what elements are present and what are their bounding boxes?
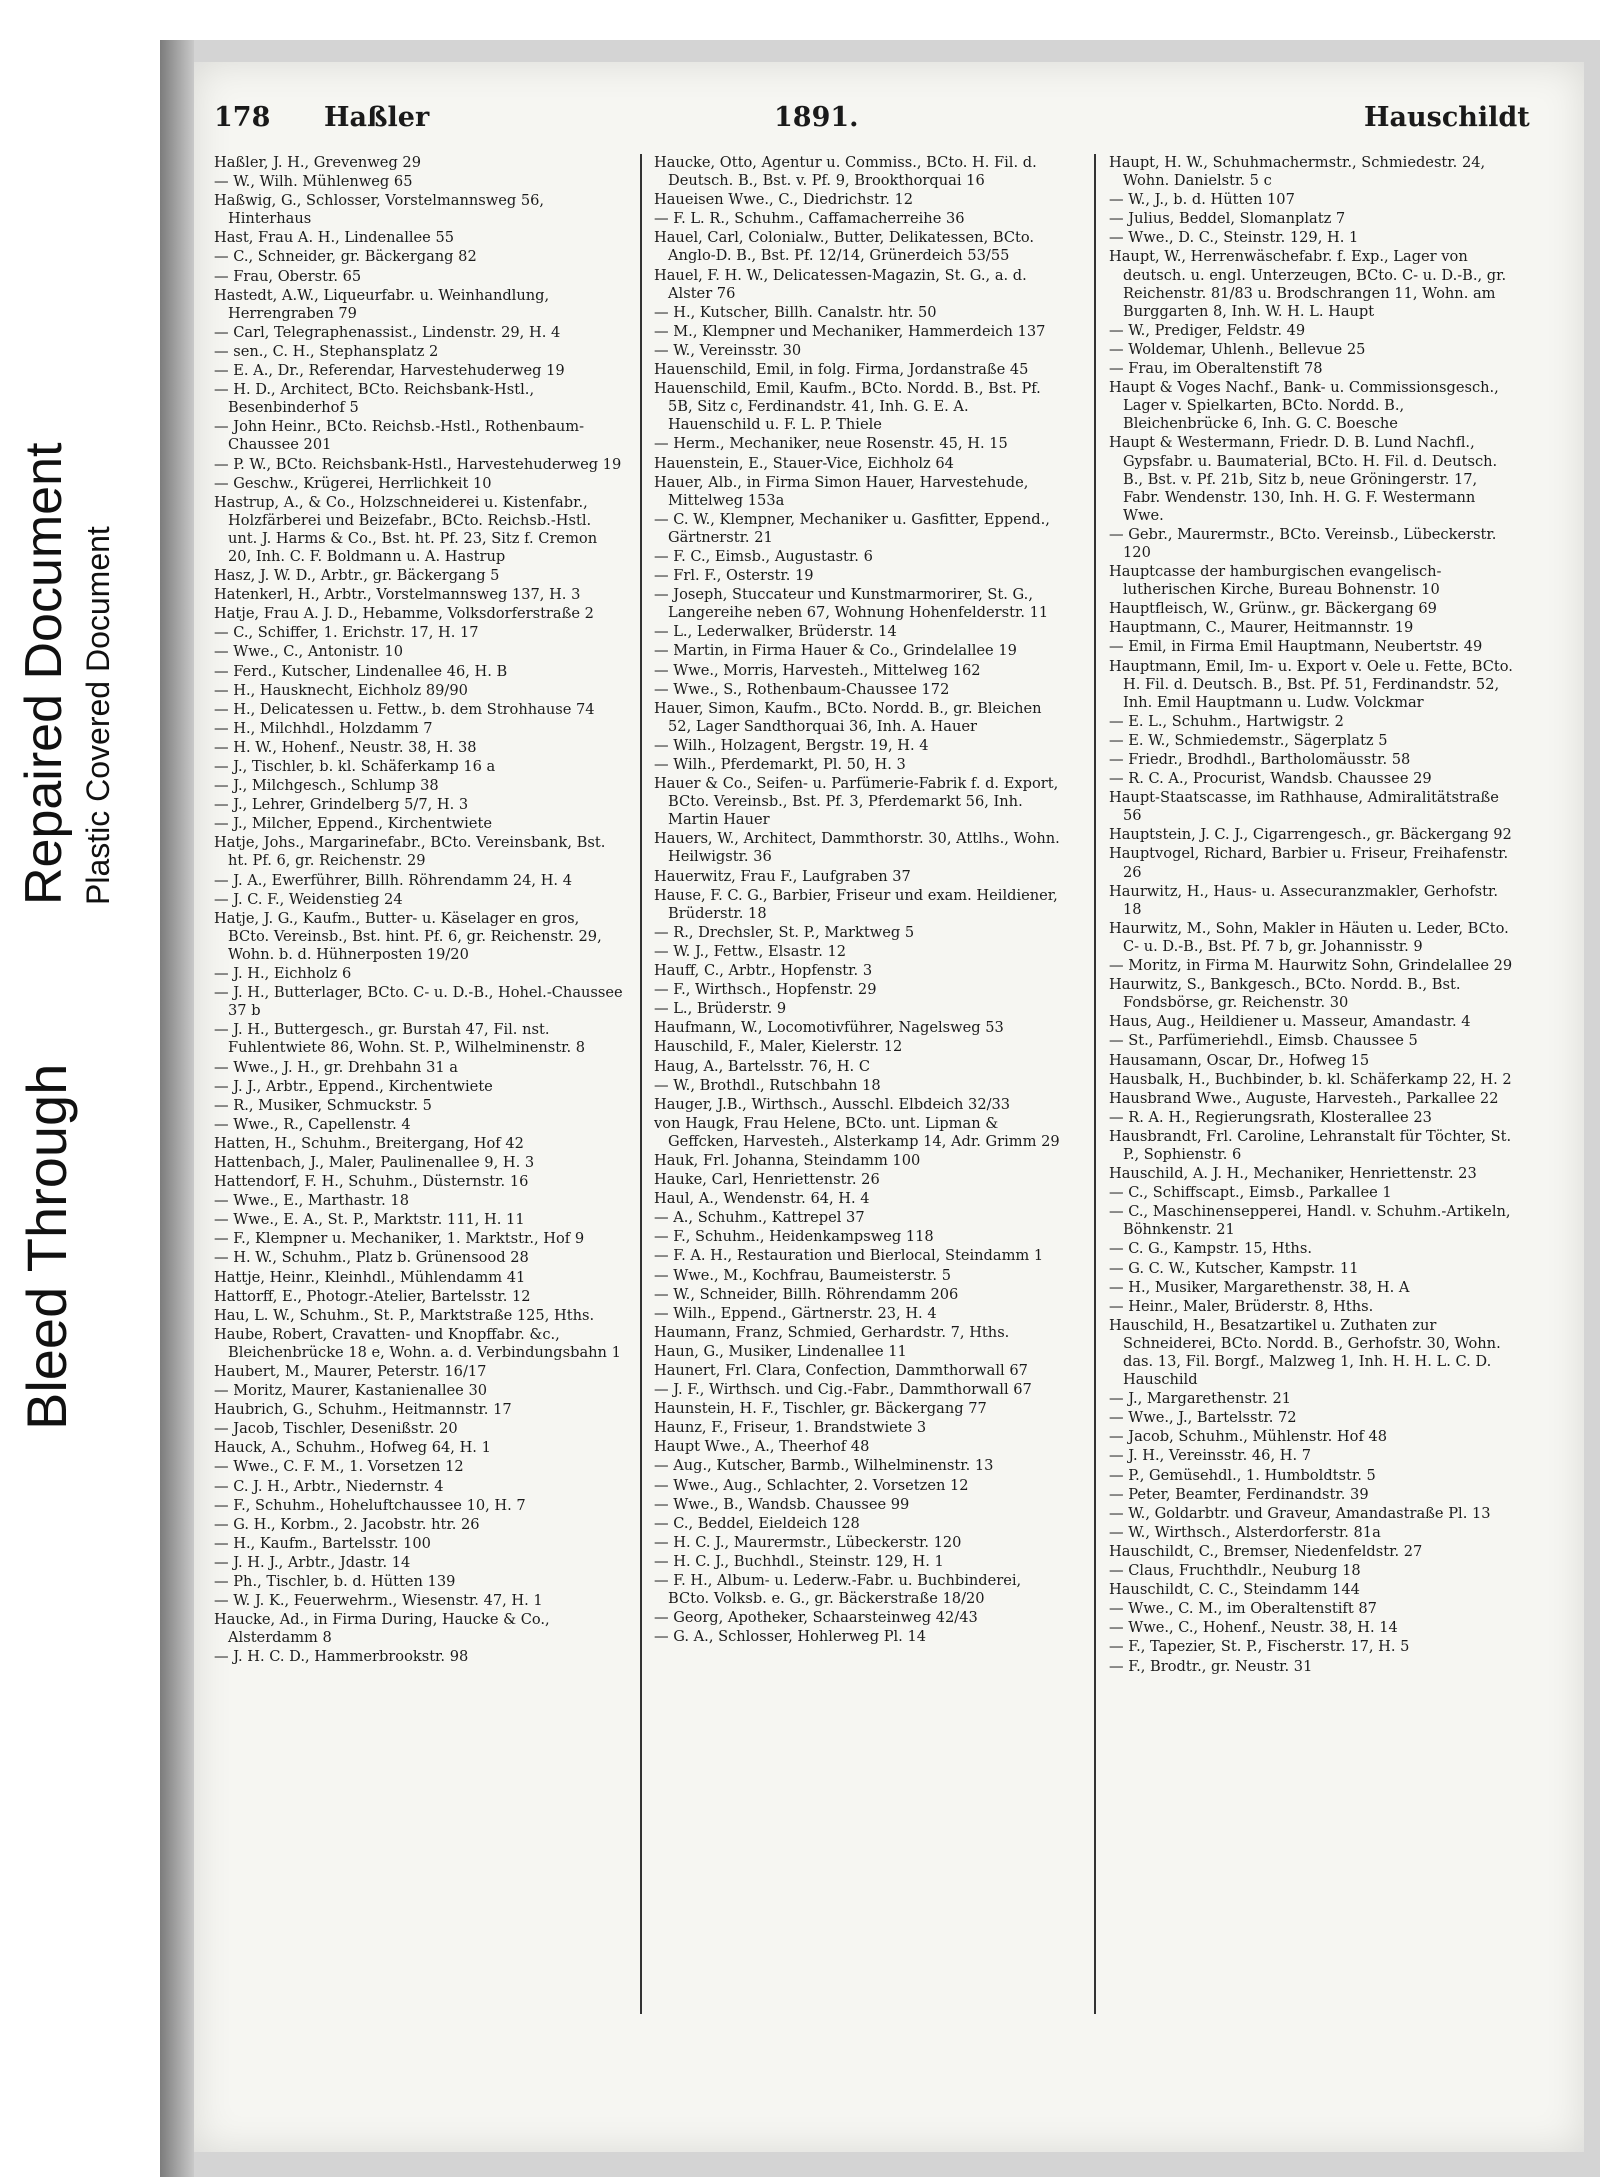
directory-entry: — Carl, Telegraphenassist., Lindenstr. 29, H. 4 <box>214 323 561 341</box>
directory-entry: — F., Wirthsch., Hopfenstr. 29 <box>654 981 877 999</box>
directory-entry: — J. A., Ewerführer, Billh. Röhrendamm 24, H. 4 <box>214 871 572 889</box>
directory-entry: — C., Schneider, gr. Bäckergang 82 <box>214 248 477 266</box>
directory-entry: — Ferd., Kutscher, Lindenallee 46, H. B <box>214 662 508 680</box>
directory-entry: — J. F., Wirthsch. und Cig.-Fabr., Dammthorwall 67 <box>654 1381 1032 1399</box>
directory-entry: Hauenstein, E., Stauer-Vice, Eichholz 64 <box>654 454 954 472</box>
directory-entry: Hauschild, H., Besatzartikel u. Zuthaten zur Schneiderei, BCto. Nordd. B., Gerhofstr. 30, Wohn. das. 13, Fil. Borgf., Malzweg 1, Inh. H. H. L. C. D. Hauschild <box>1109 1316 1501 1389</box>
directory-entry: Hatje, Johs., Margarinefabr., BCto. Vereinsbank, Bst. ht. Pf. 6, gr. Reichenstr. 29 <box>214 834 606 870</box>
directory-entry: — H. C. J., Maurermstr., Lübeckerstr. 120 <box>654 1533 962 1551</box>
directory-entry: — F., Schuhm., Hoheluftchaussee 10, H. 7 <box>214 1496 526 1514</box>
directory-entry: — H. D., Architect, BCto. Reichsbank-Hstl., Besenbinderhof 5 <box>214 381 535 417</box>
directory-entry: Hauptvogel, Richard, Barbier u. Friseur, Freihafenstr. 26 <box>1109 845 1509 881</box>
directory-entry: — C. W., Klempner, Mechaniker u. Gasfitter, Eppend., Gärtnerstr. 21 <box>654 510 1050 546</box>
directory-entry: — L., Brüderstr. 9 <box>654 1000 787 1018</box>
directory-entry: Haßwig, G., Schlosser, Vorstelmannsweg 56, Hinterhaus <box>214 192 545 228</box>
label-bleed-through: Bleed Through <box>15 1063 78 1430</box>
directory-entry: — J. H. J., Arbtr., Jdastr. 14 <box>214 1553 411 1571</box>
directory-entry: — Heinr., Maler, Brüderstr. 8, Hths. <box>1109 1297 1374 1315</box>
directory-entry: — W., J., b. d. Hütten 107 <box>1109 191 1295 209</box>
directory-entry: — Wilh., Pferdemarkt, Pl. 50, H. 3 <box>654 756 906 773</box>
page-header <box>214 102 1564 142</box>
directory-entry: Hauenschild, Emil, Kaufm., BCto. Nordd. B., Bst. Pf. 5B, Sitz c, Ferdinandstr. 41, Inh. G. E. A. Hauenschild u. F. L. P. Thiele <box>654 380 1041 434</box>
directory-entry: — Jacob, Tischler, Desenißstr. 20 <box>214 1420 458 1438</box>
directory-entry: Haupt, H. W., Schuhmachermstr., Schmiedestr. 24, Wohn. Danielstr. 5 c <box>1109 154 1486 190</box>
directory-entry: Haumann, Franz, Schmied, Gerhardstr. 7, Hths. <box>654 1323 1010 1341</box>
directory-entry: — John Heinr., BCto. Reichsb.-Hstl., Rothenbaum-Chaussee 201 <box>214 418 585 454</box>
directory-entry: Hastrup, A., & Co., Holzschneiderei u. Kistenfabr., Holzfärberei und Beizefabr., BCto. Reichsb.-Hstl. unt. J. Harms & Co., Bst. ht. Pf. 23, Sitz f. Cremon 20, Inh. C. F. Boldmann u. A. Hastrup <box>214 493 598 565</box>
directory-entry: — F., Klempner u. Mechaniker, 1. Marktstr., Hof 9 <box>214 1230 585 1248</box>
directory-entry: Hauff, C., Arbtr., Hopfenstr. 3 <box>654 962 873 980</box>
directory-entry: Hauenschild, Emil, in folg. Firma, Jordanstraße 45 <box>654 361 1029 379</box>
directory-entry: Haunstein, H. F., Tischler, gr. Bäckergang 77 <box>654 1400 987 1418</box>
directory-entry: — J. H. C. D., Hammerbrookstr. 98 <box>214 1648 469 1666</box>
directory-entry: — Frau, Oberstr. 65 <box>214 267 362 285</box>
directory-entry: Hast, Frau A. H., Lindenallee 55 <box>214 229 455 247</box>
directory-entry: Haube, Robert, Cravatten- und Knopffabr. &c., Bleichenbrücke 18 e, Wohn. a. d. Verbindungsbahn 1 <box>214 1325 621 1361</box>
directory-entry: Haueisen Wwe., C., Diedrichstr. 12 <box>654 191 914 209</box>
directory-entry: — F. C., Eimsb., Augustastr. 6 <box>654 547 873 565</box>
directory-entry: — Wilh., Holzagent, Bergstr. 19, H. 4 <box>654 736 929 754</box>
directory-entry: — Wwe., C., Antonistr. 10 <box>214 643 404 661</box>
directory-entry: Hauschildt, C., Bremser, Niedenfeldstr. 27 <box>1109 1542 1423 1560</box>
directory-entry: — C., Schiffscapt., Eimsb., Parkallee 1 <box>1109 1184 1392 1202</box>
directory-entry: — Wwe., R., Capellenstr. 4 <box>214 1115 411 1133</box>
directory-entry: — E. L., Schuhm., Hartwigstr. 2 <box>1109 712 1344 730</box>
directory-entry: — Julius, Beddel, Slomanplatz 7 <box>1109 210 1346 228</box>
directory-entry: — F. L. R., Schuhm., Caffamacherreihe 36 <box>654 210 965 228</box>
left-catchword: Haßler <box>324 102 430 133</box>
year-heading: 1891. <box>774 102 859 133</box>
directory-entry: — Wwe., C. F. M., 1. Vorsetzen 12 <box>214 1458 464 1476</box>
directory-entry: — J. J., Arbtr., Eppend., Kirchentwiete <box>214 1077 493 1095</box>
directory-entry: — Wwe., J., Bartelsstr. 72 <box>1109 1409 1297 1427</box>
directory-entry: — Wwe., Aug., Schlachter, 2. Vorsetzen 12 <box>654 1476 969 1494</box>
directory-entry: — P., Gemüsehdl., 1. Humboldtstr. 5 <box>1109 1466 1376 1484</box>
directory-entry: — Martin, in Firma Hauer & Co., Grindelallee 19 <box>654 642 1017 660</box>
directory-entry: — Claus, Fruchthdlr., Neuburg 18 <box>1109 1562 1361 1580</box>
directory-entry: — W., Goldarbtr. und Graveur, Amandastraße Pl. 13 <box>1109 1504 1491 1522</box>
directory-entry: — Frau, im Oberaltenstift 78 <box>1109 360 1323 378</box>
directory-entry: Haurwitz, S., Bankgesch., BCto. Nordd. B., Bst. Fondsbörse, gr. Reichenstr. 30 <box>1109 976 1461 1012</box>
directory-entry: — Wwe., E., Marthastr. 18 <box>214 1192 410 1210</box>
directory-entry: Hatenkerl, H., Arbtr., Vorstelmannsweg 137, H. 3 <box>214 586 581 604</box>
directory-entry: — J., Milchgesch., Schlump 38 <box>214 777 439 795</box>
right-catchword: Hauschildt <box>1364 102 1530 133</box>
directory-entry: Haunert, Frl. Clara, Confection, Dammthorwall 67 <box>654 1362 1028 1379</box>
directory-entry: Hauk, Frl. Johanna, Steindamm 100 <box>654 1151 921 1169</box>
directory-entry: — W., Wilh. Mühlenweg 65 <box>214 173 413 191</box>
directory-entry: — Wwe., S., Rothenbaum-Chaussee 172 <box>654 680 950 698</box>
directory-entry: — J., Tischler, b. kl. Schäferkamp 16 a <box>214 758 496 775</box>
directory-entry: — Emil, in Firma Emil Hauptmann, Neubertstr. 49 <box>1109 638 1483 656</box>
directory-entry: Hauschild, F., Maler, Kielerstr. 12 <box>654 1038 903 1056</box>
directory-entry: — Jacob, Schuhm., Mühlenstr. Hof 48 <box>1109 1428 1388 1446</box>
directory-entry: Hasz, J. W. D., Arbtr., gr. Bäckergang 5 <box>214 567 500 585</box>
directory-entry: Hauger, J.B., Wirthsch., Ausschl. Elbdeich 32/33 <box>654 1095 1011 1113</box>
directory-entry: — G. C. W., Kutscher, Kampstr. 11 <box>1109 1259 1359 1277</box>
directory-page <box>194 62 1584 2152</box>
directory-entry: — R., Drechsler, St. P., Marktweg 5 <box>654 923 915 941</box>
directory-entry: Hausbalk, H., Buchbinder, b. kl. Schäferkamp 22, H. 2 <box>1109 1070 1512 1088</box>
directory-entry: — F. H., Album- u. Lederw.-Fabr. u. Buchbinderei, BCto. Volksb. e. G., gr. Bäckerstraße 18/20 <box>654 1572 1022 1608</box>
directory-entry: Haun, G., Musiker, Lindenallee 11 <box>654 1342 907 1360</box>
directory-entry: — H., Hausknecht, Eichholz 89/90 <box>214 681 468 699</box>
directory-entry: — Wwe., Morris, Harvesteh., Mittelweg 162 <box>654 661 981 679</box>
directory-entry: — Geschw., Krügerei, Herrlichkeit 10 <box>214 474 492 492</box>
directory-entry: Hausbrand Wwe., Auguste, Harvesteh., Parkallee 22 <box>1109 1089 1499 1107</box>
directory-entry: Hauschildt, C. C., Steindamm 144 <box>1109 1581 1360 1599</box>
directory-entry: — W., Vereinsstr. 30 <box>654 341 802 359</box>
directory-entry: Hauschild, A. J. H., Mechaniker, Henriettenstr. 23 <box>1109 1165 1477 1183</box>
directory-entry: — W., Brothdl., Rutschbahn 18 <box>654 1076 881 1094</box>
directory-entry: Haufmann, W., Locomotivführer, Nagelsweg 53 <box>654 1019 1004 1037</box>
directory-entry: — Wwe., D. C., Steinstr. 129, H. 1 <box>1109 229 1359 247</box>
directory-entry: Haurwitz, H., Haus- u. Assecuranzmakler, Gerhofstr. 18 <box>1109 882 1499 918</box>
directory-entry: — Herm., Mechaniker, neue Rosenstr. 45, H. 15 <box>654 435 1008 453</box>
directory-entry: — A., Schuhm., Kattrepel 37 <box>654 1209 865 1227</box>
directory-entry: — C., Maschinensepperei, Handl. v. Schuhm.-Artikeln, Böhnkenstr. 21 <box>1109 1203 1511 1239</box>
directory-entry: — Frl. F., Osterstr. 19 <box>654 567 814 585</box>
directory-entry: — H., Musiker, Margarethenstr. 38, H. A <box>1109 1278 1410 1296</box>
directory-entry: Haupt & Voges Nachf., Bank- u. Commissionsgesch., Lager v. Spielkarten, BCto. Nordd. B., Bleichenbrücke 6, Inh. G. C. Boesche <box>1109 379 1499 433</box>
directory-entry: — F., Brodtr., gr. Neustr. 31 <box>1109 1657 1313 1675</box>
directory-entry: — W., Prediger, Feldstr. 49 <box>1109 321 1306 339</box>
directory-entry: — H. W., Schuhm., Platz b. Grünensood 28 <box>214 1249 529 1267</box>
directory-entry: — W., Schneider, Billh. Röhrendamm 206 <box>654 1285 959 1303</box>
directory-column-2 <box>654 154 1064 1647</box>
directory-entry: Haucke, Ad., in Firma During, Haucke & Co., Alsterdamm 8 <box>214 1611 550 1647</box>
directory-entry: Hastedt, A.W., Liqueurfabr. u. Weinhandlung, Herrengraben 79 <box>214 286 550 322</box>
directory-entry: — H., Kutscher, Billh. Canalstr. htr. 50 <box>654 303 937 321</box>
directory-entry: Hauptcasse der hamburgischen evangelisch-lutherischen Kirche, Bureau Bohnenstr. 10 <box>1109 563 1442 599</box>
directory-entry: — J., Lehrer, Grindelberg 5/7, H. 3 <box>214 796 469 814</box>
directory-entry: Hauerwitz, Frau F., Laufgraben 37 <box>654 867 911 885</box>
directory-entry: — E. W., Schmiedemstr., Sägerplatz 5 <box>1109 731 1388 749</box>
label-repaired-document: Repaired Document <box>15 442 73 905</box>
directory-entry: Hattenbach, J., Maler, Paulinenallee 9, H. 3 <box>214 1153 535 1171</box>
directory-entry: — Moritz, in Firma M. Haurwitz Sohn, Grindelallee 29 <box>1109 957 1513 975</box>
column-rule <box>640 154 642 2014</box>
directory-entry: Hattje, Heinr., Kleinhdl., Mühlendamm 41 <box>214 1268 526 1286</box>
directory-entry: — J. C. F., Weidenstieg 24 <box>214 890 403 908</box>
directory-entry: — R. A. H., Regierungsrath, Klosterallee 23 <box>1109 1108 1432 1126</box>
directory-entry: — W., Wirthsch., Alsterdorferstr. 81a <box>1109 1523 1381 1541</box>
directory-entry: — Wwe., M., Kochfrau, Baumeisterstr. 5 <box>654 1266 951 1284</box>
directory-entry: Hauel, F. H. W., Delicatessen-Magazin, St. G., a. d. Alster 76 <box>654 266 1027 302</box>
directory-entry: — Aug., Kutscher, Barmb., Wilhelminenstr. 13 <box>654 1457 994 1475</box>
directory-entry: — H., Milchhdl., Holzdamm 7 <box>214 719 433 737</box>
directory-entry: Hauer & Co., Seifen- u. Parfümerie-Fabrik f. d. Export, BCto. Vereinsb., Bst. Pf. 3, Pferdemarkt 56, Inh. Martin Hauer <box>654 775 1059 829</box>
directory-entry: — H. C. J., Buchhdl., Steinstr. 129, H. 1 <box>654 1552 944 1570</box>
directory-entry: Haurwitz, M., Sohn, Makler in Häuten u. Leder, BCto. C- u. D.-B., Bst. Pf. 7 b, gr. Johannisstr. 9 <box>1109 919 1509 955</box>
directory-entry: — Moritz, Maurer, Kastanienallee 30 <box>214 1382 488 1400</box>
directory-entry: — sen., C. H., Stephansplatz 2 <box>214 342 439 360</box>
directory-entry: Hatje, J. G., Kaufm., Butter- u. Käselager en gros, BCto. Vereinsb., Bst. hint. Pf. 6, gr. Reichenstr. 29, Wohn. b. d. Hühnerposten 19/20 <box>214 909 602 963</box>
directory-entry: — Peter, Beamter, Ferdinandstr. 39 <box>1109 1485 1369 1503</box>
directory-entry: — G. H., Korbm., 2. Jacobstr. htr. 26 <box>214 1515 480 1533</box>
directory-column-1 <box>214 154 624 1668</box>
directory-entry: Hauer, Alb., in Firma Simon Hauer, Harvestehude, Mittelweg 153a <box>654 473 1029 509</box>
side-label-strip <box>0 0 160 2177</box>
directory-entry: — Ph., Tischler, b. d. Hütten 139 <box>214 1573 456 1591</box>
page-number: 178 <box>214 102 271 133</box>
directory-entry: — Friedr., Brodhdl., Bartholomäusstr. 58 <box>1109 751 1411 768</box>
directory-entry: — H., Kaufm., Bartelsstr. 100 <box>214 1534 431 1552</box>
directory-entry: — W. J., Fettw., Elsastr. 12 <box>654 942 847 960</box>
directory-entry: — Georg, Apotheker, Schaarsteinweg 42/43 <box>654 1609 978 1627</box>
directory-entry: Hauke, Carl, Henriettenstr. 26 <box>654 1171 880 1189</box>
directory-entry: — F., Schuhm., Heidenkampsweg 118 <box>654 1228 934 1246</box>
directory-entry: — E. A., Dr., Referendar, Harvestehuderweg 19 <box>214 362 565 380</box>
directory-entry: Hauptfleisch, W., Grünw., gr. Bäckergang 69 <box>1109 600 1437 618</box>
directory-entry: Hause, F. C. G., Barbier, Friseur und exam. Heildiener, Brüderstr. 18 <box>654 886 1058 922</box>
directory-entry: — L., Lederwalker, Brüderstr. 14 <box>654 623 897 641</box>
directory-entry: Haug, A., Bartelsstr. 76, H. C <box>654 1057 870 1075</box>
directory-entry: — J. H., Eichholz 6 <box>214 965 352 983</box>
directory-entry: Hatten, H., Schuhm., Breitergang, Hof 42 <box>214 1134 524 1152</box>
directory-entry: — Wilh., Eppend., Gärtnerstr. 23, H. 4 <box>654 1304 937 1322</box>
directory-entry: — M., Klempner und Mechaniker, Hammerdeich 137 <box>654 322 1046 340</box>
directory-entry: — Wwe., C. M., im Oberaltenstift 87 <box>1109 1600 1377 1618</box>
directory-entry: — R., Musiker, Schmuckstr. 5 <box>214 1096 432 1114</box>
directory-entry: — Wwe., B., Wandsb. Chaussee 99 <box>654 1495 910 1513</box>
directory-entry: — R. C. A., Procurist, Wandsb. Chaussee 29 <box>1109 770 1432 788</box>
directory-entry: — C., Beddel, Eieldeich 128 <box>654 1514 860 1532</box>
directory-entry: — J., Milcher, Eppend., Kirchentwiete <box>214 815 492 833</box>
directory-entry: — Woldemar, Uhlenh., Bellevue 25 <box>1109 340 1366 358</box>
directory-entry: Hauptmann, C., Maurer, Heitmannstr. 19 <box>1109 619 1414 637</box>
directory-entry: Haupt, W., Herrenwäschefabr. f. Exp., Lager von deutsch. u. engl. Unterzeugen, BCto. C- u. D.-B., gr. Reichenstr. 81/83 u. Brodschrangen 11, Wohn. am Burggarten 8, Inh. W. H. L. Haupt <box>1109 248 1507 320</box>
directory-entry: Haubert, M., Maurer, Peterstr. 16/17 <box>214 1363 487 1380</box>
directory-entry: — Wwe., J. H., gr. Drehbahn 31 a <box>214 1058 459 1076</box>
directory-entry: Haucke, Otto, Agentur u. Commiss., BCto. H. Fil. d. Deutsch. B., Bst. v. Pf. 9, Brookthorquai 16 <box>654 154 1037 190</box>
directory-entry: Haunz, F., Friseur, 1. Brandstwiete 3 <box>654 1419 927 1437</box>
column-rule <box>1094 154 1096 2014</box>
directory-entry: Hauer, Simon, Kaufm., BCto. Nordd. B., gr. Bleichen 52, Lager Sandthorquai 36, Inh. A. Hauer <box>654 699 1042 735</box>
directory-entry: Hauers, W., Architect, Dammthorstr. 30, Attlhs., Wohn. Heilwigstr. 36 <box>654 830 1060 866</box>
directory-entry: — C. G., Kampstr. 15, Hths. <box>1109 1240 1312 1258</box>
directory-entry: Haubrich, G., Schuhm., Heitmannstr. 17 <box>214 1401 512 1419</box>
directory-entry: — W. J. K., Feuerwehrm., Wiesenstr. 47, H. 1 <box>214 1592 543 1610</box>
directory-entry: — F., Tapezier, St. P., Fischerstr. 17, H. 5 <box>1109 1638 1410 1656</box>
directory-entry: — Gebr., Maurermstr., BCto. Vereinsb., Lübeckerstr. 120 <box>1109 525 1497 561</box>
directory-entry: Hauel, Carl, Colonialw., Butter, Delikatessen, BCto. Anglo-D. B., Bst. Pf. 12/14, Grünerdeich 53/55 <box>654 229 1035 265</box>
label-plastic-covered-document: Plastic Covered Document <box>80 526 116 905</box>
directory-entry: Haul, A., Wendenstr. 64, H. 4 <box>654 1190 870 1208</box>
directory-entry: — J. H., Buttergesch., gr. Burstah 47, Fil. nst. Fuhlentwiete 86, Wohn. St. P., Wilhelminenstr. 8 <box>214 1021 586 1057</box>
directory-entry: Hauptstein, J. C. J., Cigarrengesch., gr. Bäckergang 92 <box>1109 826 1512 844</box>
scanned-sheet <box>160 40 1600 2177</box>
directory-entry: — St., Parfümeriehdl., Eimsb. Chaussee 5 <box>1109 1032 1418 1050</box>
directory-column-3 <box>1109 154 1519 1677</box>
directory-entry: — J., Margarethenstr. 21 <box>1109 1390 1292 1408</box>
directory-entry: Haupt & Westermann, Friedr. D. B. Lund Nachfl., Gypsfabr. u. Baumaterial, BCto. H. Fil. d. Deutsch. B., Bst. v. Pf. 21b, Sitz b, neue Gröningerstr. 17, Fabr. Wendenstr. 130, Inh. H. G. F. Westermann Wwe. <box>1109 434 1498 524</box>
directory-entry: — J. H., Butterlager, BCto. C- u. D.-B., Hohel.-Chaussee 37 b <box>214 984 623 1020</box>
directory-entry: von Haugk, Frau Helene, BCto. unt. Lipman & Geffcken, Harvesteh., Alsterkamp 14, Adr. Grimm 29 <box>654 1114 1060 1150</box>
directory-entry: — G. A., Schlosser, Hohlerweg Pl. 14 <box>654 1628 927 1646</box>
directory-entry: — Wwe., C., Hohenf., Neustr. 38, H. 14 <box>1109 1619 1398 1637</box>
directory-entry: — C. J. H., Arbtr., Niedernstr. 4 <box>214 1477 444 1495</box>
directory-entry: Hattendorf, F. H., Schuhm., Düsternstr. 16 <box>214 1173 529 1191</box>
directory-entry: Haupt-Staatscasse, im Rathhause, Admiralitätstraße 56 <box>1109 789 1499 825</box>
directory-entry: — H., Delicatessen u. Fettw., b. dem Strohhause 74 <box>214 700 595 718</box>
binding-edge <box>160 40 194 2177</box>
directory-entry: Haus, Aug., Heildiener u. Masseur, Amandastr. 4 <box>1109 1013 1471 1031</box>
directory-entry: — Wwe., E. A., St. P., Marktstr. 111, H. 11 <box>214 1211 525 1229</box>
directory-entry: Haßler, J. H., Grevenweg 29 <box>214 154 421 171</box>
directory-entry: — Joseph, Stuccateur und Kunstmarmorirer, St. G., Langereihe neben 67, Wohnung Hohenfelderstr. 11 <box>654 586 1049 622</box>
directory-entry: Hauptmann, Emil, Im- u. Export v. Oele u. Fette, BCto. H. Fil. d. Deutsch. B., Bst. Pf. 51, Ferdinandstr. 52, Inh. Emil Hauptmann u. Ludw. Volckmar <box>1109 657 1513 711</box>
directory-entry: Hattorff, E., Photogr.-Atelier, Bartelsstr. 12 <box>214 1287 531 1305</box>
directory-entry: Hatje, Frau A. J. D., Hebamme, Volksdorferstraße 2 <box>214 605 594 623</box>
directory-entry: — P. W., BCto. Reichsbank-Hstl., Harvestehuderweg 19 <box>214 455 622 473</box>
directory-entry: — C., Schiffer, 1. Erichstr. 17, H. 17 <box>214 624 479 642</box>
directory-entry: — J. H., Vereinsstr. 46, H. 7 <box>1109 1447 1312 1465</box>
directory-entry: Hausamann, Oscar, Dr., Hofweg 15 <box>1109 1051 1370 1069</box>
directory-entry: Haupt Wwe., A., Theerhof 48 <box>654 1438 870 1456</box>
directory-entry: Hauck, A., Schuhm., Hofweg 64, H. 1 <box>214 1439 491 1457</box>
directory-entry: — H. W., Hohenf., Neustr. 38, H. 38 <box>214 738 477 756</box>
directory-entry: Hau, L. W., Schuhm., St. P., Marktstraße 125, Hths. <box>214 1306 595 1324</box>
directory-entry: Hausbrandt, Frl. Caroline, Lehranstalt für Töchter, St. P., Sophienstr. 6 <box>1109 1127 1512 1163</box>
directory-entry: — F. A. H., Restauration und Bierlocal, Steindamm 1 <box>654 1247 1044 1265</box>
